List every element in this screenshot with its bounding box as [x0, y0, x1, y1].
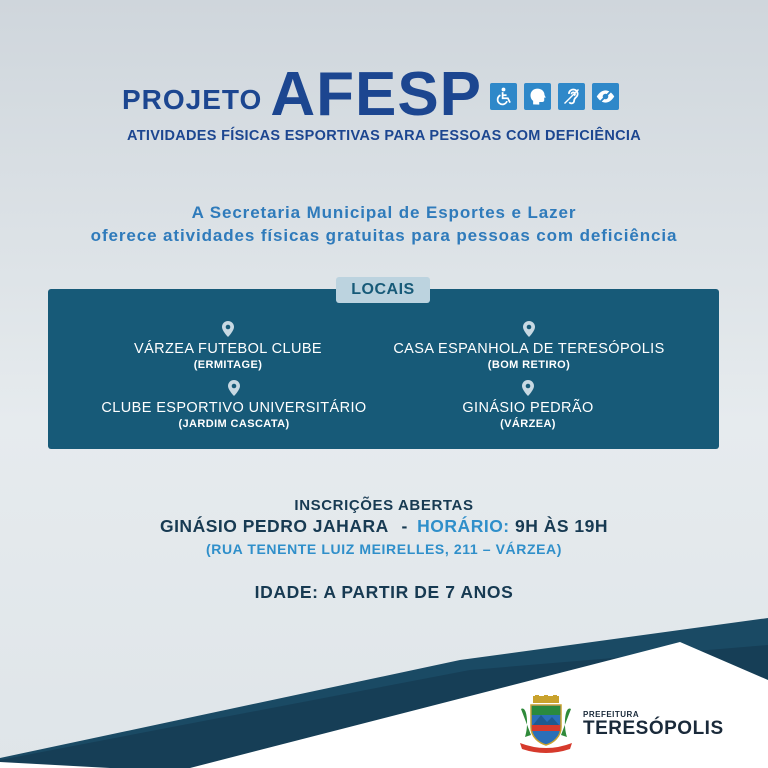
inscricoes-title: INSCRIÇÕES ABERTAS [294, 497, 474, 514]
wheelchair-icon [490, 83, 517, 110]
hearing-icon [558, 83, 585, 110]
logo-text [583, 710, 724, 739]
intro-line-2: oferece atividades físicas gratuitas para pessoas com deficiência [90, 226, 678, 245]
separator: - [401, 516, 408, 536]
location-item [382, 321, 676, 371]
hours-value: 9H ÀS 19H [515, 516, 609, 536]
visual-impairment-icon [592, 83, 619, 110]
location-pin-icon [222, 321, 234, 337]
location-area: (BOM RETIRO) [487, 359, 571, 371]
city-crest-icon [517, 695, 575, 753]
intro-line-1: A Secretaria Municipal de Esportes e Lazer [191, 203, 577, 222]
location-item [108, 321, 348, 371]
intro-text [0, 201, 768, 247]
age-info: IDADE: A PARTIR DE 7 ANOS [254, 582, 514, 602]
location-area: (ERMITAGE) [193, 359, 263, 371]
location-area: (JARDIM CASCATA) [178, 418, 290, 430]
location-name: CASA ESPANHOLA DE TERESÓPOLIS [393, 341, 665, 357]
locais-label: LOCAIS [336, 277, 430, 303]
location-pin-icon [522, 380, 534, 396]
logo-big-text: TERESÓPOLIS [583, 717, 724, 739]
inscricoes-address: (RUA TENENTE LUIZ MEIRELLES, 211 – VÁRZEA) [205, 541, 563, 557]
location-pin-icon [523, 321, 535, 337]
accessibility-icons [490, 83, 619, 110]
locais-panel [48, 289, 719, 449]
location-area: (VÁRZEA) [500, 418, 556, 430]
projeto-label: PROJETO [122, 84, 263, 115]
inscricoes-place: GINÁSIO PEDRO JAHARA [159, 516, 389, 536]
title-row [122, 60, 619, 129]
hours-label: HORÁRIO: [417, 516, 510, 536]
prefeitura-logo [517, 695, 724, 753]
location-name: CLUBE ESPORTIVO UNIVERSITÁRIO [101, 400, 367, 416]
location-item [428, 380, 628, 430]
afesp-title: AFESP [270, 60, 483, 129]
location-item [84, 380, 384, 430]
location-name: GINÁSIO PEDRÃO [462, 400, 594, 416]
logo-small-text: PREFEITURA [583, 709, 640, 719]
location-name: VÁRZEA FUTEBOL CLUBE [134, 341, 322, 357]
subtitle: ATIVIDADES FÍSICAS ESPORTIVAS PARA PESSOAS COM DEFICIÊNCIA [127, 128, 641, 144]
head-profile-icon [524, 83, 551, 110]
inscricoes-line [0, 516, 768, 537]
location-pin-icon [228, 380, 240, 396]
